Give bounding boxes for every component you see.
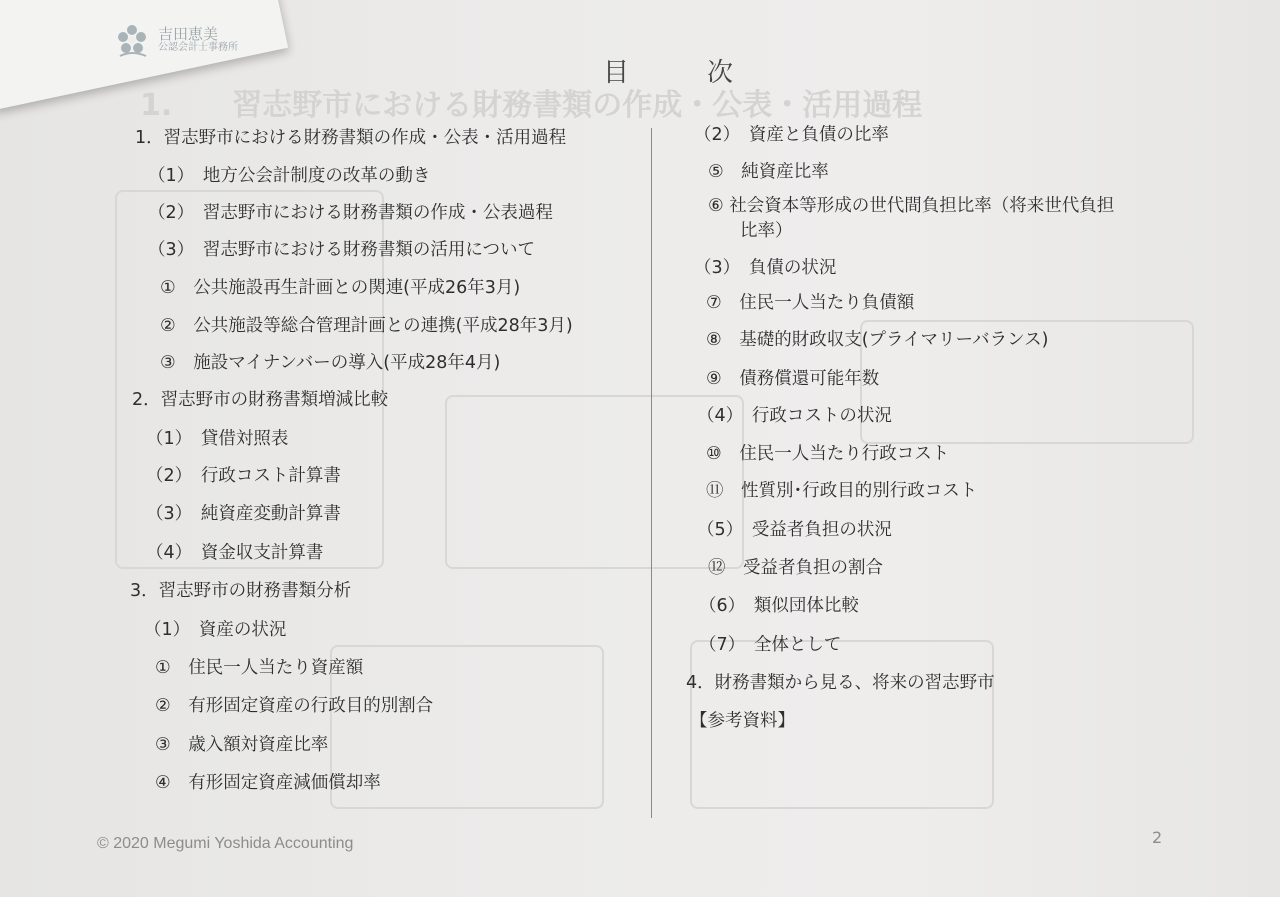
toc-subitem: ⑦ 住民一人当たり負債額: [706, 293, 915, 313]
toc-item: （2） 習志野市における財務書類の作成・公表過程: [148, 203, 553, 223]
toc-item: （3） 純資産変動計算書: [146, 504, 341, 524]
logo-subtitle: 公認会計士事務所: [158, 42, 238, 53]
flower-logo-icon: [112, 20, 152, 60]
toc-subitem: ② 有形固定資産の行政目的別割合: [155, 696, 434, 716]
copyright-footer: © 2020 Megumi Yoshida Accounting: [97, 835, 354, 852]
page-title: 目 次: [603, 58, 760, 88]
toc-subitem: ④ 有形固定資産減価償却率: [155, 773, 381, 793]
toc-subitem: ③ 施設マイナンバーの導入(平成28年4月): [160, 353, 501, 373]
toc-subitem: ⑪ 性質別･行政目的別行政コスト: [706, 481, 978, 501]
column-divider: [651, 128, 652, 818]
toc-item: （4） 資金収支計算書: [146, 543, 324, 563]
toc-subitem: ⑨ 債務償還可能年数: [706, 369, 880, 389]
toc-subitem: ⑩ 住民一人当たり行政コスト: [706, 444, 950, 464]
toc-heading-2: 2．習志野市の財務書類増減比較: [132, 390, 389, 410]
toc-subitem: ② 公共施設等総合管理計画との連携(平成28年3月): [160, 316, 573, 336]
toc-item: （4） 行政コストの状況: [697, 406, 892, 426]
toc-subitem: ⑫ 受益者負担の割合: [708, 558, 883, 578]
toc-item: （1） 資産の状況: [144, 620, 287, 640]
toc-heading-1: 1．習志野市における財務書類の作成・公表・活用過程: [135, 128, 567, 148]
toc-item: （1） 地方公会計制度の改革の動き: [148, 166, 431, 186]
page-number: 2: [1152, 828, 1163, 847]
toc-heading-3: 3．習志野市の財務書類分析: [130, 581, 352, 601]
toc-subitem: ① 住民一人当たり資産額: [155, 658, 364, 678]
toc-subitem: ⑧ 基礎的財政収支(プライマリーバランス): [706, 330, 1049, 350]
toc-item: （2） 行政コスト計算書: [146, 466, 341, 486]
toc-item: （3） 負債の状況: [694, 258, 837, 278]
toc-item: （1） 貸借対照表: [146, 429, 289, 449]
bleed-through-heading: 1. 習志野市における財務書類の作成・公表・活用過程: [140, 88, 923, 123]
toc-subitem: ③ 歳入額対資産比率: [155, 735, 329, 755]
toc-subitem-continued: 比率）: [740, 221, 793, 241]
toc-item: （7） 全体として: [699, 635, 842, 655]
toc-heading-4: 4．財務書類から見る、将来の習志野市: [686, 673, 995, 693]
toc-item: （3） 習志野市における財務書類の活用について: [148, 240, 536, 260]
toc-item: （5） 受益者負担の状況: [697, 520, 892, 540]
toc-subitem: ⑥ 社会資本等形成の世代間負担比率（将来世代負担: [708, 196, 1115, 216]
toc-item: （6） 類似団体比較: [699, 596, 859, 616]
toc-subitem: ⑤ 純資産比率: [708, 162, 829, 182]
toc-item: （2） 資産と負債の比率: [694, 125, 889, 145]
toc-reference-materials: 【参考資料】: [690, 711, 795, 731]
logo-name: 吉田恵美: [158, 25, 219, 43]
toc-subitem: ① 公共施設再生計画との関連(平成26年3月): [160, 278, 521, 298]
firm-logo: [112, 20, 238, 60]
